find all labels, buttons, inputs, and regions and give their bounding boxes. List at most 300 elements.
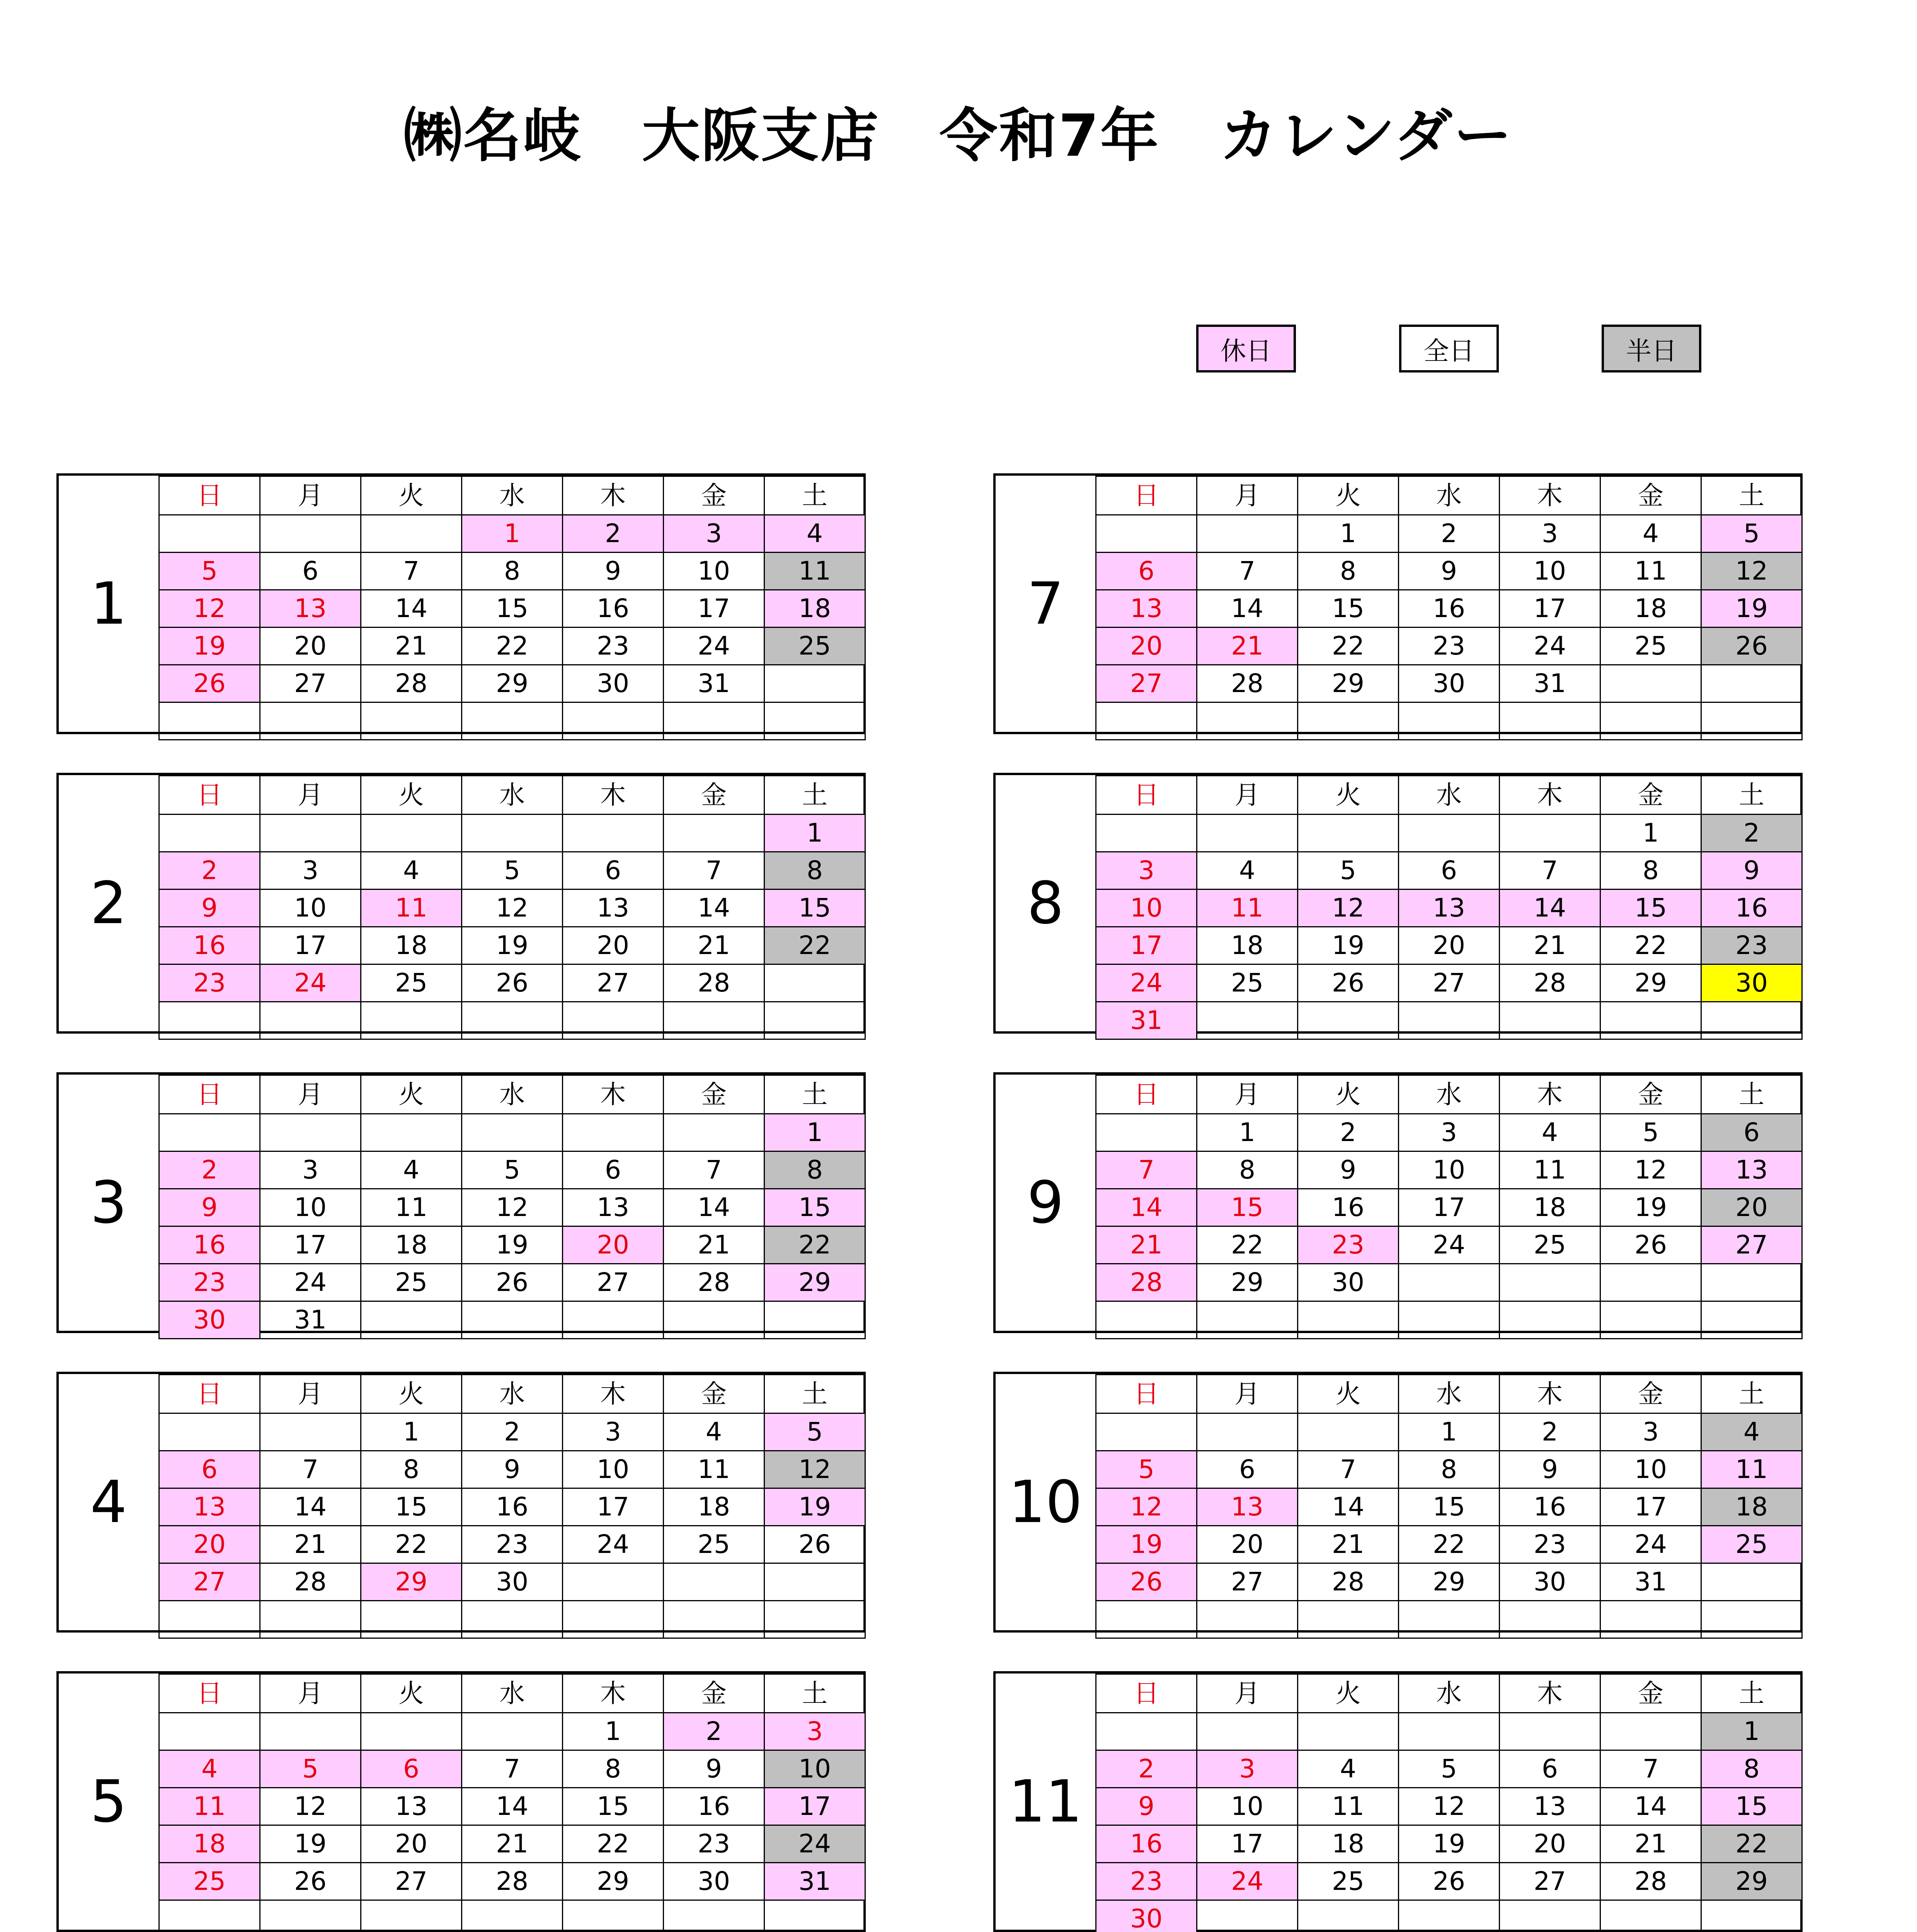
day-cell: 29 [462, 665, 563, 702]
day-cell: 17 [764, 1788, 865, 1825]
day-cell: 5 [1701, 515, 1802, 553]
day-cell [1600, 665, 1701, 702]
day-cell: 28 [1096, 1264, 1197, 1301]
day-cell [1600, 1264, 1701, 1301]
weekday-header-row [1096, 476, 1802, 515]
day-cell [159, 1002, 260, 1039]
weekday-header: 金 [664, 1075, 764, 1114]
day-cell: 9 [1500, 1451, 1600, 1488]
day-cell: 24 [1197, 1863, 1298, 1900]
weekday-header: 水 [1399, 1375, 1500, 1413]
weekday-header: 日 [1096, 776, 1197, 815]
day-cell: 14 [361, 590, 462, 628]
day-cell: 8 [462, 553, 563, 590]
day-cell: 14 [1500, 889, 1600, 927]
day-cell: 2 [1701, 815, 1802, 852]
day-cell: 13 [1500, 1788, 1600, 1825]
day-cell: 23 [1096, 1863, 1197, 1900]
day-cell: 16 [159, 927, 260, 964]
weekday-header-row [1096, 1075, 1802, 1114]
week-row [1096, 1151, 1802, 1189]
week-row [1096, 628, 1802, 665]
weekday-header: 水 [462, 776, 563, 815]
day-cell: 18 [764, 590, 865, 628]
day-cell: 29 [361, 1563, 462, 1601]
month-block [56, 1072, 866, 1333]
day-cell [260, 1601, 361, 1638]
day-cell: 19 [1399, 1825, 1500, 1863]
day-cell: 15 [462, 590, 563, 628]
day-cell [1500, 702, 1600, 740]
week-row [1096, 1002, 1802, 1039]
weekday-header: 木 [1500, 1674, 1600, 1713]
day-cell [1600, 1301, 1701, 1339]
weekday-header: 木 [563, 1375, 664, 1413]
week-row [1096, 1713, 1802, 1750]
week-row [1096, 1601, 1802, 1638]
day-cell: 20 [159, 1526, 260, 1563]
day-cell [1096, 1114, 1197, 1151]
day-cell: 22 [563, 1825, 664, 1863]
day-cell [1399, 1713, 1500, 1750]
weekday-header: 月 [260, 476, 361, 515]
day-cell: 28 [664, 964, 764, 1002]
day-cell: 18 [1600, 590, 1701, 628]
day-cell: 7 [1600, 1750, 1701, 1788]
day-cell: 7 [462, 1750, 563, 1788]
day-cell [563, 702, 664, 740]
week-row [1096, 590, 1802, 628]
day-cell: 5 [462, 1151, 563, 1189]
day-cell [1600, 1900, 1701, 1932]
day-cell [159, 1713, 260, 1750]
week-row [159, 553, 865, 590]
day-cell: 21 [1500, 927, 1600, 964]
weekday-header: 金 [664, 776, 764, 815]
day-cell: 26 [1298, 964, 1399, 1002]
weekday-header: 木 [563, 1674, 664, 1713]
day-cell: 16 [664, 1788, 764, 1825]
month-grid [158, 1374, 866, 1639]
day-cell: 12 [1096, 1488, 1197, 1526]
week-row [159, 1413, 865, 1451]
week-row [159, 1151, 865, 1189]
day-cell: 27 [260, 665, 361, 702]
day-cell: 8 [1600, 852, 1701, 889]
weekday-header: 金 [1600, 1674, 1701, 1713]
weekday-header-row [159, 776, 865, 815]
day-cell: 11 [159, 1788, 260, 1825]
day-cell: 17 [1399, 1189, 1500, 1226]
weekday-header: 木 [1500, 1075, 1600, 1114]
day-cell [1399, 1301, 1500, 1339]
day-cell [361, 1601, 462, 1638]
weekday-header: 月 [1197, 476, 1298, 515]
day-cell: 12 [1701, 553, 1802, 590]
day-cell [563, 1601, 664, 1638]
day-cell: 11 [764, 553, 865, 590]
day-cell: 21 [664, 1226, 764, 1264]
day-cell [1500, 1301, 1600, 1339]
day-cell: 7 [1096, 1151, 1197, 1189]
day-cell: 6 [1096, 553, 1197, 590]
week-row [159, 665, 865, 702]
month-grid [1095, 1374, 1803, 1639]
day-cell: 30 [1096, 1900, 1197, 1932]
day-cell: 25 [1298, 1863, 1399, 1900]
day-cell: 17 [1600, 1488, 1701, 1526]
day-cell [159, 1114, 260, 1151]
week-row [159, 1900, 865, 1932]
day-cell [1197, 1900, 1298, 1932]
weekday-header: 日 [1096, 1375, 1197, 1413]
day-cell: 3 [563, 1413, 664, 1451]
day-cell: 6 [563, 1151, 664, 1189]
day-cell: 2 [462, 1413, 563, 1451]
week-row [1096, 1563, 1802, 1601]
month-grid [158, 775, 866, 1040]
day-cell [1600, 702, 1701, 740]
day-cell: 22 [764, 927, 865, 964]
month-number: 9 [1027, 1169, 1064, 1236]
day-cell [764, 665, 865, 702]
day-cell [764, 1900, 865, 1932]
day-cell [361, 815, 462, 852]
day-cell: 5 [764, 1413, 865, 1451]
day-cell: 25 [1500, 1226, 1600, 1264]
day-cell: 11 [1500, 1151, 1600, 1189]
day-cell: 20 [1399, 927, 1500, 964]
day-cell [1399, 1601, 1500, 1638]
day-cell [1298, 1900, 1399, 1932]
day-cell: 31 [1096, 1002, 1197, 1039]
week-row [1096, 515, 1802, 553]
day-cell [159, 515, 260, 553]
week-row [159, 852, 865, 889]
day-cell [1298, 1301, 1399, 1339]
weekday-header: 月 [260, 1075, 361, 1114]
month-number: 11 [1008, 1768, 1083, 1835]
day-cell: 12 [462, 1189, 563, 1226]
day-cell: 22 [462, 628, 563, 665]
day-cell [764, 702, 865, 740]
day-cell [1298, 815, 1399, 852]
day-cell: 25 [664, 1526, 764, 1563]
day-cell: 16 [159, 1226, 260, 1264]
weekday-header: 水 [1399, 1075, 1500, 1114]
day-cell [462, 702, 563, 740]
day-cell: 10 [1096, 889, 1197, 927]
day-cell: 26 [462, 1264, 563, 1301]
day-cell: 23 [1701, 927, 1802, 964]
day-cell: 3 [260, 852, 361, 889]
day-cell [563, 1563, 664, 1601]
day-cell: 1 [1600, 815, 1701, 852]
day-cell [1096, 515, 1197, 553]
legend-half-day: 半日 [1602, 325, 1701, 372]
day-cell: 13 [260, 590, 361, 628]
month-number: 5 [90, 1768, 127, 1835]
day-cell: 28 [1500, 964, 1600, 1002]
day-cell: 7 [361, 553, 462, 590]
day-cell: 15 [1600, 889, 1701, 927]
day-cell: 8 [764, 1151, 865, 1189]
day-cell: 21 [1298, 1526, 1399, 1563]
day-cell: 10 [260, 1189, 361, 1226]
day-cell: 4 [764, 515, 865, 553]
week-row [1096, 1264, 1802, 1301]
day-cell: 1 [764, 815, 865, 852]
day-cell: 11 [1197, 889, 1298, 927]
day-cell [1600, 1713, 1701, 1750]
day-cell: 15 [1197, 1189, 1298, 1226]
day-cell: 25 [361, 1264, 462, 1301]
day-cell: 6 [159, 1451, 260, 1488]
month-block [993, 773, 1803, 1034]
weekday-header: 月 [1197, 1075, 1298, 1114]
weekday-header: 金 [664, 1674, 764, 1713]
weekday-header: 日 [1096, 1674, 1197, 1713]
day-cell [1399, 1002, 1500, 1039]
day-cell: 15 [1701, 1788, 1802, 1825]
day-cell: 6 [1500, 1750, 1600, 1788]
weekday-header-row [1096, 776, 1802, 815]
weekday-header: 水 [462, 476, 563, 515]
day-cell: 2 [159, 1151, 260, 1189]
day-cell: 3 [1600, 1413, 1701, 1451]
day-cell: 28 [1600, 1863, 1701, 1900]
day-cell: 27 [1500, 1863, 1600, 1900]
day-cell [1701, 1301, 1802, 1339]
month-grid [158, 1075, 866, 1339]
day-cell: 4 [1500, 1114, 1600, 1151]
weekday-header: 水 [1399, 776, 1500, 815]
day-cell: 12 [1399, 1788, 1500, 1825]
day-cell: 29 [764, 1264, 865, 1301]
day-cell: 24 [1096, 964, 1197, 1002]
month-block [993, 1072, 1803, 1333]
day-cell: 7 [664, 1151, 764, 1189]
day-cell: 26 [764, 1526, 865, 1563]
day-cell: 3 [260, 1151, 361, 1189]
day-cell: 2 [664, 1713, 764, 1750]
day-cell [1500, 1713, 1600, 1750]
day-cell [159, 702, 260, 740]
week-row [159, 815, 865, 852]
month-grid [1095, 476, 1803, 740]
day-cell: 31 [1600, 1563, 1701, 1601]
day-cell: 2 [1500, 1413, 1600, 1451]
day-cell: 10 [1399, 1151, 1500, 1189]
day-cell: 23 [462, 1526, 563, 1563]
day-cell [664, 1601, 764, 1638]
month-number: 10 [1008, 1468, 1083, 1536]
week-row [159, 1301, 865, 1339]
day-cell: 8 [1701, 1750, 1802, 1788]
weekday-header: 木 [1500, 476, 1600, 515]
day-cell [1096, 1601, 1197, 1638]
day-cell: 26 [260, 1863, 361, 1900]
day-cell: 16 [1399, 590, 1500, 628]
day-cell [260, 1002, 361, 1039]
day-cell: 30 [1500, 1563, 1600, 1601]
day-cell [1096, 1713, 1197, 1750]
day-cell [563, 1114, 664, 1151]
day-cell: 5 [1399, 1750, 1500, 1788]
month-number: 7 [1027, 570, 1064, 638]
day-cell: 25 [1197, 964, 1298, 1002]
day-cell: 19 [1096, 1526, 1197, 1563]
day-cell: 11 [361, 889, 462, 927]
week-row [1096, 1900, 1802, 1932]
day-cell: 9 [159, 889, 260, 927]
day-cell: 10 [1600, 1451, 1701, 1488]
day-cell: 11 [1701, 1451, 1802, 1488]
day-cell: 18 [664, 1488, 764, 1526]
day-cell: 3 [1197, 1750, 1298, 1788]
day-cell [1600, 1601, 1701, 1638]
day-cell [1096, 815, 1197, 852]
week-row [159, 590, 865, 628]
day-cell [664, 1301, 764, 1339]
day-cell [1701, 1601, 1802, 1638]
day-cell [764, 964, 865, 1002]
day-cell: 2 [1298, 1114, 1399, 1151]
day-cell: 13 [563, 1189, 664, 1226]
weekday-header: 火 [1298, 776, 1399, 815]
day-cell: 10 [1197, 1788, 1298, 1825]
day-cell: 21 [260, 1526, 361, 1563]
weekday-header: 金 [1600, 1075, 1701, 1114]
day-cell [462, 1601, 563, 1638]
weekday-header: 火 [1298, 1674, 1399, 1713]
month-number: 3 [90, 1169, 127, 1236]
day-cell: 13 [1701, 1151, 1802, 1189]
day-cell: 27 [1399, 964, 1500, 1002]
weekday-header: 日 [1096, 1075, 1197, 1114]
day-cell [764, 1002, 865, 1039]
weekday-header-row [159, 1674, 865, 1713]
day-cell [1500, 1002, 1600, 1039]
day-cell: 30 [462, 1563, 563, 1601]
week-row [159, 515, 865, 553]
weekday-header: 木 [1500, 776, 1600, 815]
day-cell: 16 [1096, 1825, 1197, 1863]
day-cell: 16 [1701, 889, 1802, 927]
day-cell: 25 [1600, 628, 1701, 665]
day-cell: 12 [764, 1451, 865, 1488]
day-cell: 7 [1298, 1451, 1399, 1488]
day-cell: 20 [1701, 1189, 1802, 1226]
day-cell: 21 [462, 1825, 563, 1863]
day-cell: 19 [159, 628, 260, 665]
day-cell: 24 [764, 1825, 865, 1863]
day-cell: 15 [563, 1788, 664, 1825]
day-cell: 9 [1298, 1151, 1399, 1189]
day-cell: 23 [563, 628, 664, 665]
day-cell: 11 [361, 1189, 462, 1226]
week-row [159, 628, 865, 665]
day-cell [1197, 1002, 1298, 1039]
legend-holiday: 休日 [1196, 325, 1296, 372]
weekday-header: 土 [764, 776, 865, 815]
day-cell: 20 [1096, 628, 1197, 665]
day-cell: 15 [764, 889, 865, 927]
week-row [159, 1526, 865, 1563]
page-title: ㈱名岐 大阪支店 令和7年 カレンダー [403, 102, 1514, 170]
day-cell: 9 [1096, 1788, 1197, 1825]
day-cell: 6 [361, 1750, 462, 1788]
week-row [159, 1002, 865, 1039]
month-number: 1 [90, 570, 127, 638]
day-cell: 22 [1298, 628, 1399, 665]
week-row [1096, 815, 1802, 852]
week-row [159, 1264, 865, 1301]
day-cell: 10 [563, 1451, 664, 1488]
day-cell [260, 1413, 361, 1451]
weekday-header: 火 [1298, 476, 1399, 515]
day-cell [664, 1563, 764, 1601]
day-cell: 11 [1600, 553, 1701, 590]
day-cell: 2 [563, 515, 664, 553]
week-row [159, 1863, 865, 1900]
day-cell: 31 [764, 1863, 865, 1900]
week-row [159, 1451, 865, 1488]
day-cell: 26 [462, 964, 563, 1002]
day-cell: 13 [1096, 590, 1197, 628]
week-row [1096, 1413, 1802, 1451]
day-cell: 18 [159, 1825, 260, 1863]
day-cell [159, 1900, 260, 1932]
day-cell: 12 [1298, 889, 1399, 927]
day-cell: 12 [1600, 1151, 1701, 1189]
day-cell: 13 [1197, 1488, 1298, 1526]
weekday-header: 火 [1298, 1375, 1399, 1413]
day-cell: 5 [1298, 852, 1399, 889]
day-cell [361, 1002, 462, 1039]
day-cell: 7 [1197, 553, 1298, 590]
day-cell [1701, 1563, 1802, 1601]
day-cell: 23 [1298, 1226, 1399, 1264]
day-cell: 3 [1500, 515, 1600, 553]
weekday-header: 日 [1096, 476, 1197, 515]
day-cell [1096, 1413, 1197, 1451]
weekday-header: 土 [1701, 1375, 1802, 1413]
day-cell: 15 [361, 1488, 462, 1526]
day-cell [1197, 702, 1298, 740]
day-cell: 6 [563, 852, 664, 889]
day-cell [1500, 1264, 1600, 1301]
day-cell: 31 [664, 665, 764, 702]
week-row [1096, 665, 1802, 702]
day-cell: 31 [260, 1301, 361, 1339]
day-cell: 20 [563, 927, 664, 964]
week-row [159, 1488, 865, 1526]
day-cell: 28 [462, 1863, 563, 1900]
day-cell: 12 [462, 889, 563, 927]
day-cell: 19 [1701, 590, 1802, 628]
day-cell: 9 [664, 1750, 764, 1788]
weekday-header: 月 [1197, 1375, 1298, 1413]
week-row [1096, 852, 1802, 889]
day-cell [563, 1301, 664, 1339]
day-cell [260, 1713, 361, 1750]
weekday-header: 金 [1600, 476, 1701, 515]
day-cell: 22 [1600, 927, 1701, 964]
day-cell: 9 [1399, 553, 1500, 590]
weekday-header: 木 [563, 776, 664, 815]
day-cell: 18 [1701, 1488, 1802, 1526]
